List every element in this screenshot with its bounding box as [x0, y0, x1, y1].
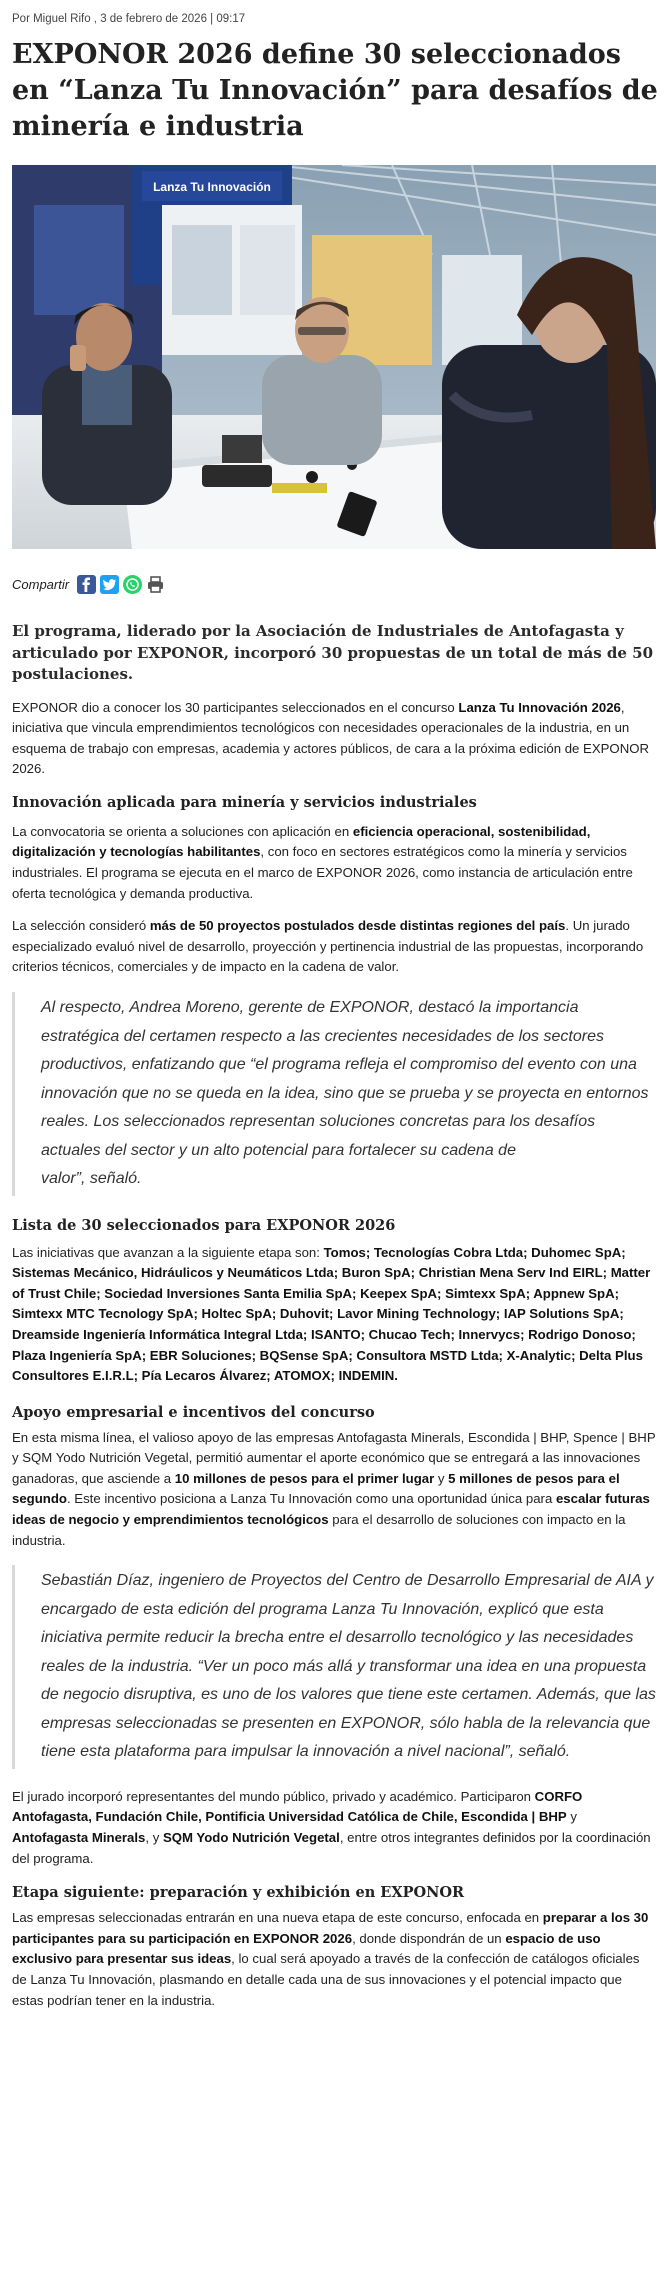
article-photo: [12, 165, 656, 549]
section-heading: Lista de 30 seleccionados para EXPONOR 2026: [12, 1216, 396, 1234]
paragraph: El jurado incorporó representantes del mundo público, privado y académico. Participaron CORFO Antofagasta, Fundación Chile, Pontificia Universidad Católica de Chile, Escondida | BHP y Antofagasta Minerals, y SQM Yodo Nutrición Vegetal, entre otros integrantes definidos por la coordinación del programa.: [12, 1788, 651, 1866]
paragraph: Las iniciativas que avanzan a la siguiente etapa son: Tomos; Tecnologías Cobra Ltda; Duhomec SpA; Sistemas Mecánico, Hidráulicos y Neumáticos Ltda; Buron SpA; Christian Mena Serv Ind EIRL; Matter of Trust Chile; Sociedad Inversiones Santa Emilia SpA; Keepex SpA; Simtexx SpA; Appnew SpA; Simtexx MTC Tecnology SpA; Holtec SpA; Duhovit; Lavor Mining Technology; IAP Solutions SpA; Dreamside Ingeniería Informática Integral Ltda; ISANTO; Chucao Tech; Innervycs; Rodrigo Donoso; Plaza Ingeniería SpA; EBR Soluciones; BQSense SpA; Consultora MSTD Ltda; X-Analytic; Delta Plus Consultores E.I.R.L; Pía Lecaros Álvarez; ATOMOX; INDEMIN.: [12, 1244, 651, 1384]
paragraph: La selección consideró más de 50 proyectos postulados desde distintas regiones del país. Un jurado especializado evaluó nivel de desarrollo, proyección y pertinencia industrial de las propuestas, incorporando criterios técnicos, comerciales y de impacto en la cadena de valor.: [12, 918, 644, 975]
section-heading: Etapa siguiente: preparación y exhibición en EXPONOR: [12, 1884, 465, 1902]
paragraph: En esta misma línea, el valioso apoyo de las empresas Antofagasta Minerals, Escondida | BHP, Spence | BHP y SQM Yodo Nutrición Vegetal, permitió aumentar el aporte económico que se entregará a las innovaciones ganadoras, que asciende a 10 millones de pesos para el primer lugar y 5 millones de pesos para el segundo. Este incentivo posiciona a Lanza Tu Innovación como una oportunidad única para escalar futuras ideas de negocio y emprendimientos tecnológicos para el desarrollo de soluciones con impacto en la industria.: [12, 1429, 656, 1548]
facebook-icon[interactable]: [77, 575, 96, 594]
share-bar: [12, 573, 656, 595]
share-label: Compartir: [12, 576, 70, 592]
lead: El programa, liderado por la Asociación de Industriales de Antofagasta y articulado por EXPONOR, incorporó 30 propuestas de un total de más de 50 postulaciones.: [12, 622, 654, 683]
byline: Por Miguel Rifo , 3 de febrero de 2026 | 09:17: [12, 13, 246, 25]
print-icon[interactable]: [146, 575, 165, 594]
paragraph: EXPONOR dio a conocer los 30 participantes seleccionados en el concurso Lanza Tu Innovación 2026, iniciativa que vincula emprendimientos tecnológicos con necesidades operacionales de la industria, en un esquema de trabajo con empresas, academia y actores públicos, de cara a la próxima edición de EXPONOR 2026.: [12, 699, 649, 777]
quote: Al respecto, Andrea Moreno, gerente de EXPONOR, destacó la importancia estratégica del certamen respecto a las crecientes necesidades de los sectores productivos, enfatizando que “el programa refleja el compromiso del evento con una innovación que no se queda en la idea, sino que se prueba y se proyecta en entornos reales. Los seleccionados representan soluciones concretas para los desafíos actuales del sector y un alto potencial para fortalecer su cadena de valor”, señaló.: [12, 992, 656, 1196]
paragraph: La convocatoria se orienta a soluciones con aplicación en eficiencia operacional, sostenibilidad, digitalización y tecnologías habilitantes, con foco en sectores estratégicos como la minería y servicios industriales. El programa se ejecuta en el marco de EXPONOR 2026, como instancia de articulación entre oferta tecnológica y demanda productiva.: [12, 823, 633, 901]
section-heading: Apoyo empresarial e incentivos del concurso: [12, 1403, 375, 1421]
whatsapp-icon[interactable]: [123, 575, 142, 594]
twitter-icon[interactable]: [100, 575, 119, 594]
section-heading: Innovación aplicada para minería y servicios industriales: [12, 793, 477, 811]
quote: Sebastián Díaz, ingeniero de Proyectos del Centro de Desarrollo Empresarial de AIA y encargado de esta edición del programa Lanza Tu Innovación, explicó que esta iniciativa permite reducir la brecha entre el desarrollo tecnológico y las necesidades reales de la industria. “Ver un poco más allá y transformar una idea en una propuesta de negocio disruptiva, es uno de los valores que tiene este certamen. Además, que las empresas seleccionadas se presenten en EXPONOR, sólo habla de la relevancia que tiene esta plataforma para impulsar la innovación a nivel nacional”, señaló.: [12, 1565, 656, 1769]
article: [12, 13, 656, 2011]
banner-logo: Lanza Tu Innovación: [153, 180, 271, 194]
paragraph: Las empresas seleccionadas entrarán en una nueva etapa de este concurso, enfocada en preparar a los 30 participantes para su participación en EXPONOR 2026, donde dispondrán de un espacio de uso exclusivo para presentar sus ideas, lo cual será apoyado a través de la confección de catálogos oficiales de Lanza Tu Innovación, plasmando en detalle cada una de sus innovaciones y el potencial impacto que estas podrían tener en la industria.: [12, 1910, 649, 2008]
headline: EXPONOR 2026 define 30 seleccionados en “Lanza Tu Innovación” para desafíos de minería e industria: [12, 39, 658, 142]
